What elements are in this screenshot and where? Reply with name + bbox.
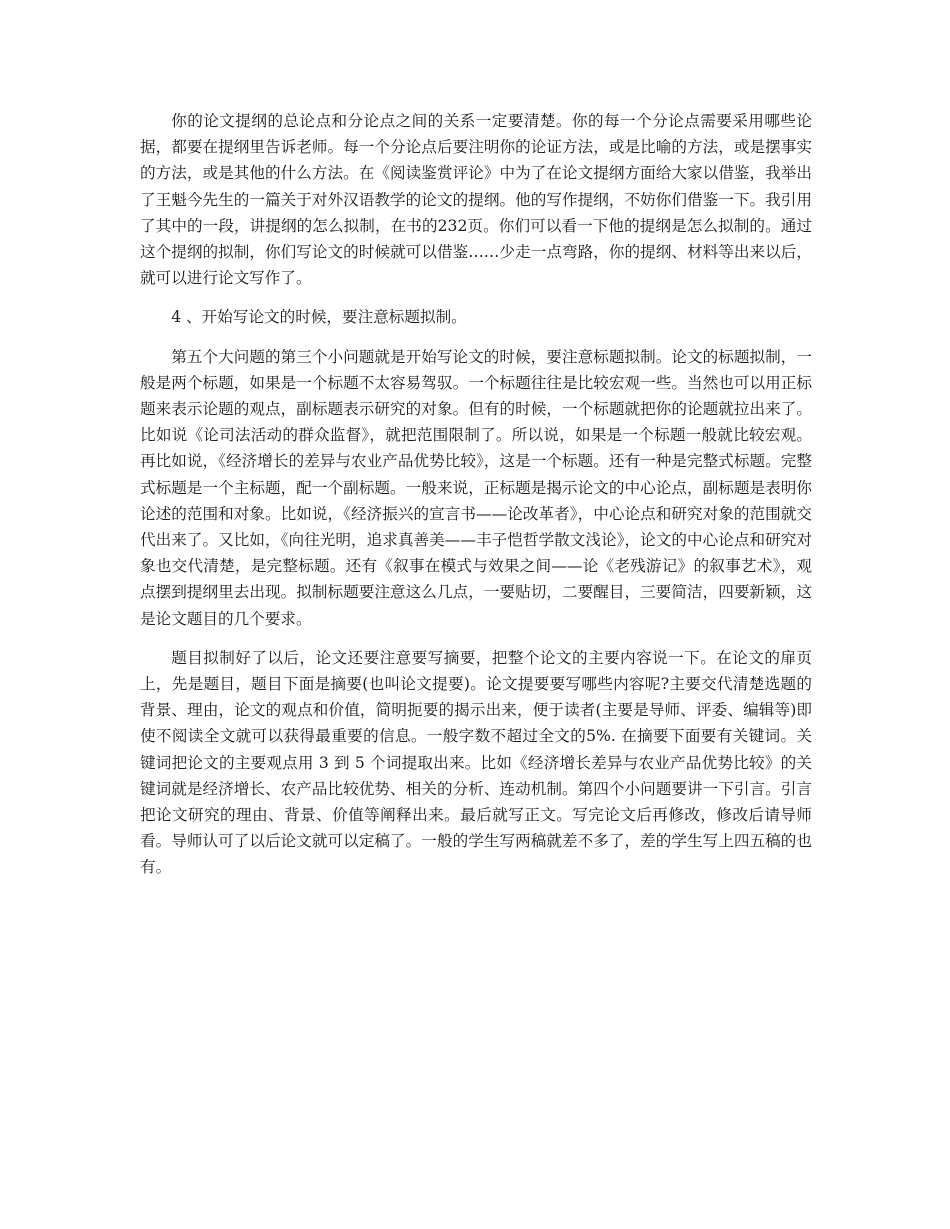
paragraph-outline-relations: 你的论文提纲的总论点和分论点之间的关系一定要清楚。你的每一个分论点需要采用哪些论据，都要在提纲里告诉老师。每一个分论点后要注明你的论证方法，或是比喻的方法，或是摆事实的方法，或是其他的什么方法。在《阅读鉴赏评论》中为了在论文提纲方面给大家以借鉴，我举出了王魁今先生的一篇关于对外汉语教学的论文的提纲。他的写作提纲，不妨你们借鉴一下。我引用了其中的一段，讲提纲的怎么拟制，在书的232页。你们可以看一下他的提纲是怎么拟制的。通过这个提纲的拟制，你们写论文的时候就可以借鉴……少走一点弯路，你的提纲、材料等出来以后，就可以进行论文写作了。 <box>140 112 812 288</box>
paragraph-title-drafting: 第五个大问题的第三个小问题就是开始写论文的时候，要注意标题拟制。论文的标题拟制，一般是两个标题，如果是一个标题不太容易驾驭。一个标题往往是比较宏观一些。当然也可以用正标题来表示论题的观点，副标题表示研究的对象。但有的时候，一个标题就把你的论题就拉出来了。比如说《论司法活动的群众监督》，就把范围限制了。所以说，如果是一个标题一般就比较宏观。再比如说，《经济增长的差异与农业产品优势比较》，这是一个标题。还有一种是完整式标题。完整式标题是一个主标题，配一个副标题。一般来说，正标题是揭示论文的中心论点，副标题是表明你论述的范围和对象。比如说，《经济振兴的宣言书——论改革者》，中心论点和研究对象的范围就交代出来了。又比如，《向往光明，追求真善美——丰子恺哲学散文浅论》，论文的中心论点和研究对象也交代清楚，是完整标题。还有《叙事在模式与效果之间——论《老残游记》的叙事艺术》，观点摆到提纲里去出现。拟制标题要注意这么几点，一要贴切，二要醒目，三要简洁，四要新颖，这是论文题目的几个要求。 <box>140 347 812 628</box>
section-heading-title-drafting: 4 、开始写论文的时候，要注意标题拟制。 <box>171 308 467 327</box>
paragraph-abstract-writing: 题目拟制好了以后，论文还要注意要写摘要，把整个论文的主要内容说一下。在论文的扉页上，先是题目，题目下面是摘要(也叫论文提要)。论文提要要写哪些内容呢?主要交代清楚选题的背景、理由，论文的观点和价值，简明扼要的揭示出来，便于读者(主要是导师、评委、编辑等)即使不阅读全文就可以获得最重要的信息。一般字数不超过全文的5%. 在摘要下面要有关键词。关键词把论文的主要观点用 3 到 5 个词提取出来。比如《经济增长差异与农业产品优势比较》的关键词就是经济增长、农产品比较优势、相关的分析、连动机制。第四个小问题要讲一下引言。引言把论文研究的理由、背景、价值等阐释出来。最后就写正文。写完论文后再修改，修改后请导师看。导师认可了以后论文就可以定稿了。一般的学生写两稿就差不多了，差的学生写上四五稿的也有。 <box>140 648 812 877</box>
document-page <box>140 108 812 894</box>
